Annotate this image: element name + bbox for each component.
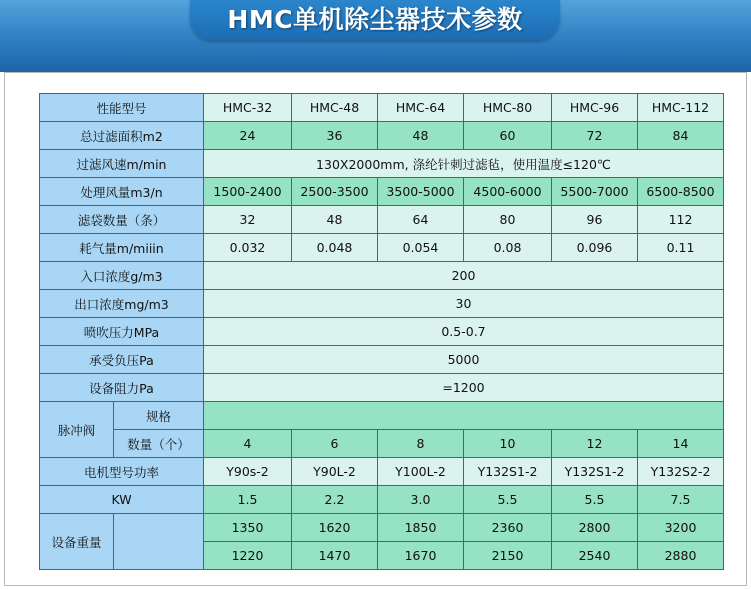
table-cell: 2500-3500 [292,178,378,206]
table-cell: HMC-96 [552,94,638,122]
spec-table [39,93,724,570]
row-label: 耗气量m/miiin [40,234,204,262]
table-cell: 0.032 [204,234,292,262]
table-cell: 96 [552,206,638,234]
table-cell: 2800 [552,514,638,542]
row-label: 承受负压Pa [40,346,204,374]
table-cell: 10 [464,430,552,458]
table-cell: 24 [204,122,292,150]
table-cell: 4 [204,430,292,458]
table-cell: 0.08 [464,234,552,262]
table-cell: 1470 [292,542,378,570]
table-cell: 6500-8500 [638,178,724,206]
table-cell: 1500-2400 [204,178,292,206]
row-label: 总过滤面积m2 [40,122,204,150]
row-sublabel: 规格 [114,402,204,430]
table-cell: =1200 [204,374,724,402]
table-cell: 1850 [378,514,464,542]
table-row [40,178,724,206]
table-row [40,346,724,374]
table-cell: 0.054 [378,234,464,262]
table-cell: 0.11 [638,234,724,262]
table-cell: HMC-64 [378,94,464,122]
table-cell: 1220 [204,542,292,570]
row-label: 处理风量m3/n [40,178,204,206]
table-cell: 2150 [464,542,552,570]
table-cell: 5.5 [552,486,638,514]
row-label: 设备阻力Pa [40,374,204,402]
table-cell: Y90L-2 [292,458,378,486]
table-cell: 36 [292,122,378,150]
table-cell: 6 [292,430,378,458]
row-label: 性能型号 [40,94,204,122]
table-row [40,402,724,430]
table-row [40,318,724,346]
table-cell: 5500-7000 [552,178,638,206]
table-cell: 14 [638,430,724,458]
table-cell: 130X2000mm, 涤纶针刺过滤毡，使用温度≤120℃ [204,150,724,178]
row-label: 滤袋数量（条） [40,206,204,234]
table-row [40,514,724,542]
table-cell: 0.096 [552,234,638,262]
row-label: 喷吹压力MPa [40,318,204,346]
table-row [40,430,724,458]
table-row [40,122,724,150]
row-label: 设备重量 [40,514,114,570]
table-cell: Y132S1-2 [552,458,638,486]
table-cell: 4500-6000 [464,178,552,206]
table-cell: 60 [464,122,552,150]
row-label: KW [40,486,204,514]
table-cell: 30 [204,290,724,318]
table-row [40,374,724,402]
table-cell: 1620 [292,514,378,542]
table-cell: 7.5 [638,486,724,514]
row-label: 脉冲阀 [40,402,114,458]
table-cell: HMC-48 [292,94,378,122]
table-cell: 1670 [378,542,464,570]
row-sublabel [114,514,204,570]
table-cell: 8 [378,430,464,458]
table-cell [204,402,724,430]
table-row [40,94,724,122]
table-cell: Y132S1-2 [464,458,552,486]
table-cell: 84 [638,122,724,150]
table-cell: 12 [552,430,638,458]
table-cell: 1350 [204,514,292,542]
table-row [40,150,724,178]
table-row [40,458,724,486]
table-cell: 48 [292,206,378,234]
table-cell: 2540 [552,542,638,570]
table-cell: 3200 [638,514,724,542]
table-cell: 72 [552,122,638,150]
table-cell: 0.5-0.7 [204,318,724,346]
table-row [40,486,724,514]
row-label: 电机型号功率 [40,458,204,486]
page-title: HMC单机除尘器技术参数 [227,5,523,34]
table-cell: 80 [464,206,552,234]
table-cell: 2880 [638,542,724,570]
row-label: 出口浓度mg/m3 [40,290,204,318]
table-cell: 5000 [204,346,724,374]
table-cell: 3500-5000 [378,178,464,206]
table-cell: Y132S2-2 [638,458,724,486]
table-cell: Y100L-2 [378,458,464,486]
row-sublabel: 数量（个） [114,430,204,458]
table-row [40,234,724,262]
row-label: 过滤风速m/min [40,150,204,178]
table-cell: HMC-80 [464,94,552,122]
table-cell: Y90s-2 [204,458,292,486]
table-cell: 3.0 [378,486,464,514]
table-row [40,262,724,290]
table-cell: 2360 [464,514,552,542]
table-cell: 200 [204,262,724,290]
table-row [40,290,724,318]
table-cell: 32 [204,206,292,234]
table-cell: 1.5 [204,486,292,514]
table-row [40,206,724,234]
table-cell: 64 [378,206,464,234]
table-cell: 5.5 [464,486,552,514]
table-cell: 2.2 [292,486,378,514]
table-cell: HMC-32 [204,94,292,122]
table-cell: 48 [378,122,464,150]
row-label: 入口浓度g/m3 [40,262,204,290]
table-cell: 0.048 [292,234,378,262]
table-cell: HMC-112 [638,94,724,122]
table-cell: 112 [638,206,724,234]
